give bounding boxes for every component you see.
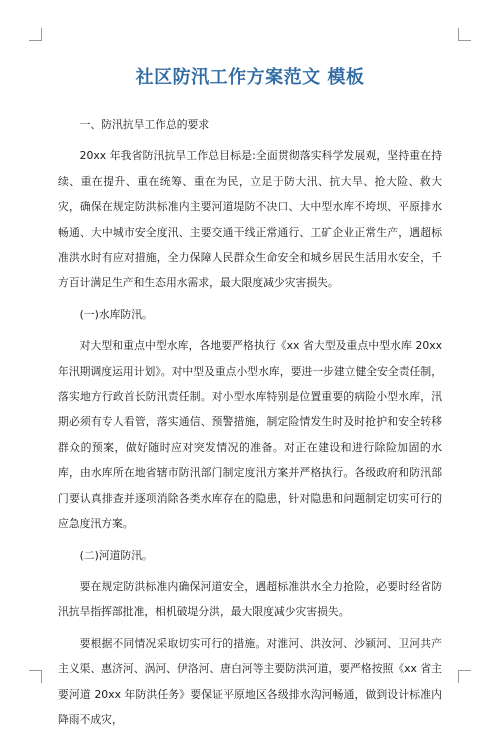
section-heading: 一、防汛抗旱工作总的要求 (79, 118, 210, 131)
crop-mark-top-left (29, 28, 42, 41)
crop-mark-top-right (458, 28, 471, 41)
paragraph-goals: 20xx 年我省防汛抗旱工作总目标是:全面贯彻落实科学发展观，坚持重在持续、重在提升、重在统筹、重在为民，立足于防大汛、抗大旱、抢大险、救大灾，确保在规定防洪标准内主要河道堤防不决口、大中型水库不垮坝、平原排水畅通、大中城市安全度汛、主要交通干线正常通行、工矿企业正常生产，遇超标准洪水时有应对措施，全力保障人民群众生命安全和城乡居民生活用水安全，千方百计满足生产和生态用水需求，最大限度减少灾害损失。 (58, 149, 442, 290)
document-title: 社区防汛工作方案范文 模板 (135, 67, 365, 88)
paragraph-river-measures: 要根据不同情况采取切实可行的措施。对淮河、洪汝河、沙颍河、卫河共产主义渠、惠济河、涡河、伊洛河、唐白河等主要防洪河道，要严格按照《xx 省主要河道 20xx 年防洪任务》要保证平原地区各级排水沟河畅通，做到设计标准内降雨不成灾， (58, 636, 442, 726)
paragraph-reservoir: 对大型和重点中型水库，各地要严格执行《xx 省大型及重点中型水库 20xx 年汛期调度运用计划》。对中型及重点小型水库，要进一步建立健全安全责任制，落实地方行政首长防汛责任制。对小型水库特别是位置重要的病险小型水库，汛期必须有专人看管，落实通信、预警措施，制定险情发生时及时抢护和安全转移群众的预案，做好随时应对突发情况的准备。对正在建设和进行除险加固的水库，由水库所在地省辖市防汛部门制定度汛方案并严格执行。各级政府和防汛部门要认真排查并逐项消除各类水库存在的隐患，针对隐患和问题制定切实可行的应急度汛方案。 (58, 339, 442, 531)
crop-mark-bottom-left (29, 670, 42, 683)
document-body (58, 112, 442, 732)
crop-mark-bottom-right (458, 670, 471, 683)
subsection-heading-river: (二)河道防汛。 (79, 548, 153, 562)
paragraph-river-safety: 要在规定防洪标准内确保河道安全，遇超标准洪水全力抢险，必要时经省防汛抗旱指挥部批准，相机破堤分洪，最大限度减少灾害损失。 (58, 579, 442, 619)
subsection-heading-reservoir: (一)水库防汛。 (79, 307, 153, 321)
